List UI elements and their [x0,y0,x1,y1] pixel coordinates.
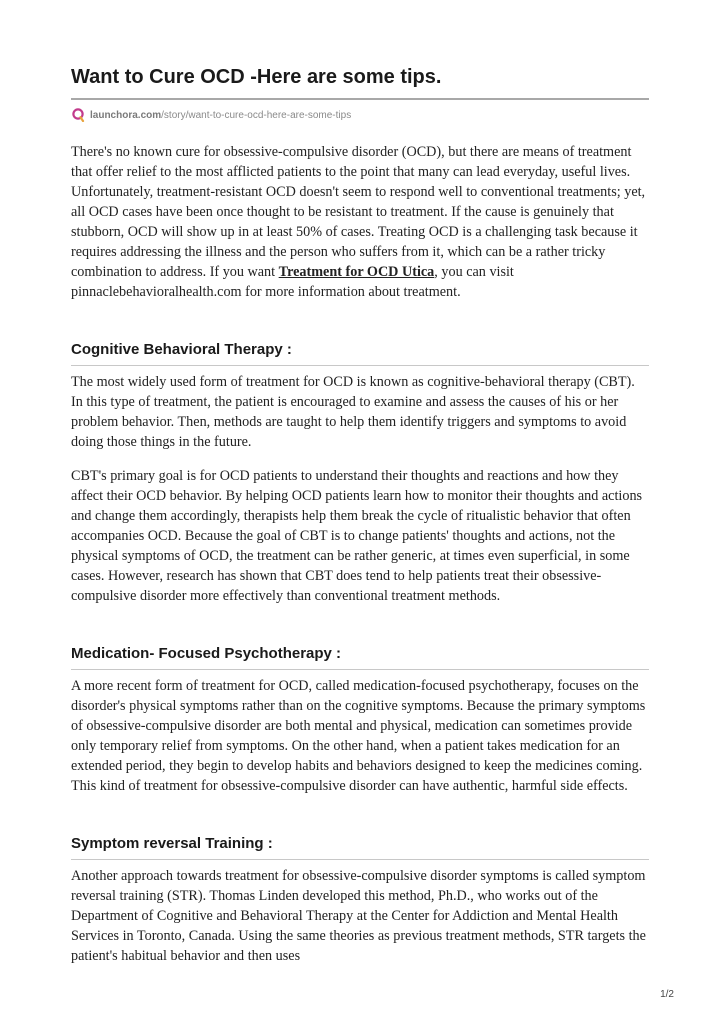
section-heading-medication: Medication- Focused Psychotherapy : [71,645,342,662]
section-divider [71,669,649,670]
cbt-paragraph-2: CBT's primary goal is for OCD patients to understand their thoughts and reactions and how they affect their OCD behavior. By helping OCD patients learn how to monitor their thoughts and actions and change them accordingly, therapists help them break the cycle of ritualistic behavior that often accompanies OCD. Because the goal of CBT is to change patients' thoughts and actions, not the physical symptoms of OCD, the treatment can be rather generic, at times even superficial, in some cases. However, research has shown that CBT does tend to help patients treat their obsessive-compulsive disorder more effectively than conventional treatment methods. [71,468,643,604]
str-paragraph: Another approach towards treatment for obsessive-compulsive disorder symptoms is called symptom reversal training (STR). Thomas Linden developed this method, Ph.D., who works out of the Department of Cognitive and Behavioral Therapy at the Center for Addiction and Mental Health Services in Toronto, Canada. Using the same theories as previous treatment methods, STR targets the patient's habitual behavior and then uses [71,868,646,964]
source-domain: launchora.com [90,109,162,121]
section-divider [71,365,649,366]
source-link[interactable] [71,108,351,122]
intro-text-after: , you can visit pinnaclebehavioralhealth.com for more information about treatment. [71,264,514,300]
page-number: 1/2 [660,989,674,1000]
cbt-paragraph-1: The most widely used form of treatment for OCD is known as cognitive-behavioral therapy (CBT). In this type of treatment, the patient is encouraged to examine and assess the causes of his or her problem behavior. Then, methods are taught to help them identify triggers and symptoms to avoid doing those things in the future. [71,374,635,450]
treatment-link[interactable]: Treatment for OCD Utica [278,264,435,280]
intro-paragraph [71,142,649,302]
section-heading-cbt: Cognitive Behavioral Therapy : [71,341,292,358]
launchora-logo-icon [71,108,85,122]
section-divider [71,859,649,860]
source-path: /story/want-to-cure-ocd-here-are-some-tips [161,109,352,121]
medication-paragraph: A more recent form of treatment for OCD, called medication-focused psychotherapy, focuses on the disorder's physical symptoms rather than on the cognitive symptoms. Because the primary symptoms of obsessive-compulsive disorder are both mental and physical, medication can sometimes provide only temporary relief from symptoms. On the other hand, when a patient takes medication for an extended period, they begin to develop habits and behaviors designed to keep the medicines coming. This kind of treatment for obsessive-compulsive disorder can have authentic, harmful side effects. [71,678,646,794]
title-divider [71,98,649,100]
page-title: Want to Cure OCD -Here are some tips. [71,66,442,88]
intro-text-before: There's no known cure for obsessive-compulsive disorder (OCD), but there are means of treatment that offer relief to the most afflicted patients to the point that many can lead everyday, useful lives. Unfortunately, treatment-resistant OCD doesn't seem to respond well to conventional treatments; yet, all OCD cases have been once thought to be resistant to treatment. If the cause is genuinely that stubborn, OCD will show up in at least 50% of cases. Treating OCD is a challenging task because it requires addressing the illness and the person who suffers from it, which can be a rather tricky combination to address. If you want [71,144,646,280]
section-heading-str: Symptom reversal Training : [71,835,273,852]
